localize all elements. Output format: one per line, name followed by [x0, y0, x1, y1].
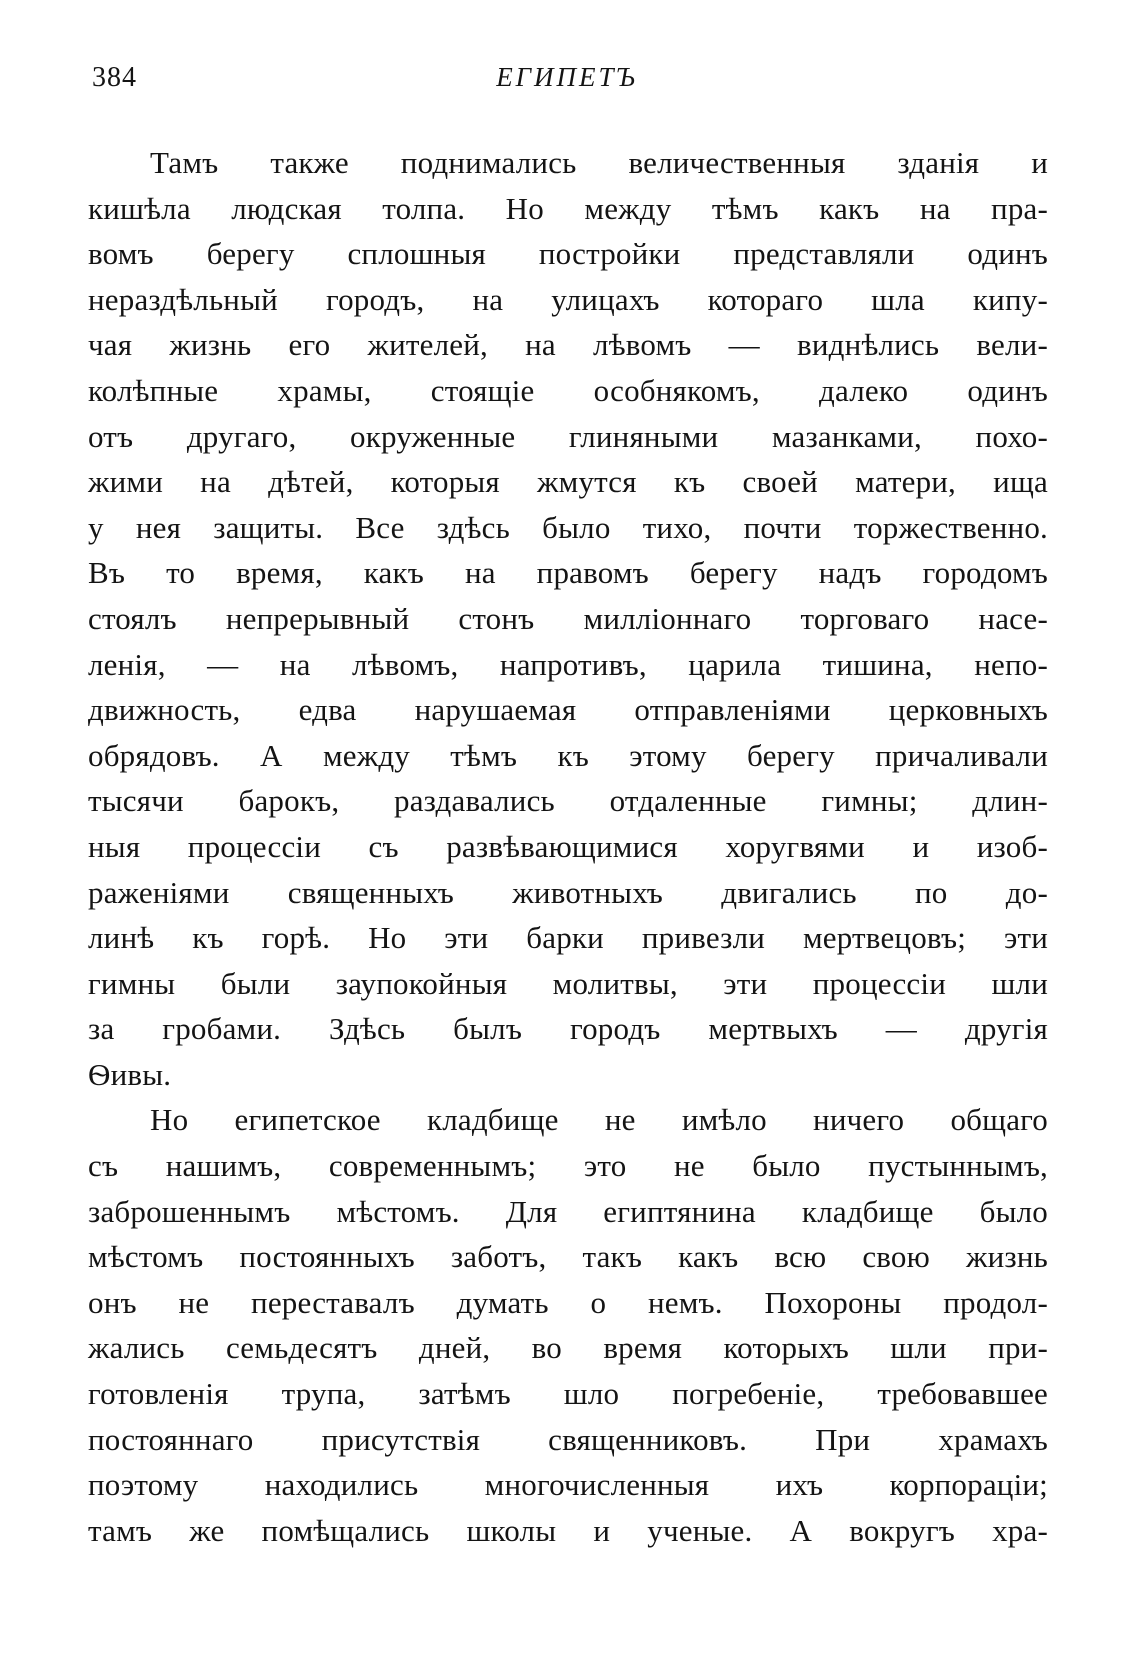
running-title: ЕГИПЕТЪ	[496, 62, 638, 92]
text-line: жались семьдесятъ дней, во время которыхъ шли при-	[88, 1330, 1048, 1366]
text-line: у нея защиты. Все здѣсь было тихо, почти торжественно.	[88, 509, 1048, 545]
text-line: обрядовъ. А между тѣмъ къ этому берегу причаливали	[88, 737, 1048, 773]
text-line: линѣ къ горѣ. Но эти барки привезли мертвецовъ; эти	[88, 920, 1048, 956]
text-line: колѣпные храмы, стоящіе особнякомъ, далеко одинъ	[88, 372, 1048, 408]
text-line: поэтому находились многочисленныя ихъ корпораціи;	[88, 1467, 1048, 1503]
body-text	[88, 140, 1048, 1553]
text-line: Въ то время, какъ на правомъ берегу надъ городомъ	[88, 555, 1048, 591]
text-line: онъ не переставалъ думать о немъ. Похороны продол-	[88, 1284, 1048, 1320]
text-line: тамъ же помѣщались школы и ученые. А вокругъ хра-	[88, 1512, 1048, 1548]
page-number: 384	[92, 62, 137, 93]
text-line: раженіями священныхъ животныхъ двигались по до-	[88, 874, 1048, 910]
text-line: стоялъ непрерывный стонъ милліоннаго торговаго насе-	[88, 600, 1048, 636]
text-line: вомъ берегу сплошныя постройки представляли одинъ	[88, 236, 1048, 272]
text-line: за гробами. Здѣсь былъ городъ мертвыхъ — другія	[88, 1011, 1048, 1047]
text-line: готовленія трупа, затѣмъ шло погребеніе, требовавшее	[88, 1376, 1048, 1412]
text-line: постояннаго присутствія священниковъ. При храмахъ	[88, 1421, 1048, 1457]
text-line: чая жизнь его жителей, на лѣвомъ — виднѣлись вели-	[88, 327, 1048, 363]
text-line: отъ другаго, окруженные глиняными мазанками, похо-	[88, 418, 1048, 454]
text-line: ныя процессіи съ развѣвающимися хоругвями и изоб-	[88, 828, 1048, 864]
text-line: Ѳивы.	[88, 1056, 172, 1092]
text-line: Тамъ также поднимались величественныя зданія и	[150, 145, 1048, 180]
paragraph-2	[88, 1097, 1048, 1553]
text-line: гимны были заупокойныя молитвы, эти процессіи шли	[88, 965, 1048, 1001]
text-line: нераздѣльный городъ, на улицахъ котораго шла кипу-	[88, 281, 1048, 317]
text-line: движность, едва нарушаемая отправленіями церковныхъ	[88, 692, 1048, 728]
text-line: съ нашимъ, современнымъ; это не было пустыннымъ,	[88, 1148, 1048, 1184]
text-line: тысячи барокъ, раздавались отдаленные гимны; длин-	[88, 783, 1048, 819]
paragraph-1	[88, 140, 1048, 1097]
text-line: заброшеннымъ мѣстомъ. Для египтянина кладбище было	[88, 1193, 1048, 1229]
text-line: кишѣла людская толпа. Но между тѣмъ какъ на пра-	[88, 190, 1048, 226]
text-line: ленія, — на лѣвомъ, напротивъ, царила тишина, непо-	[88, 646, 1048, 682]
text-line: Но египетское кладбище не имѣло ничего общаго	[150, 1102, 1048, 1138]
text-line: мѣстомъ постоянныхъ заботъ, такъ какъ всю свою жизнь	[88, 1239, 1048, 1275]
text-line: жими на дѣтей, которыя жмутся къ своей матери, ища	[88, 464, 1048, 500]
page-header	[92, 62, 1042, 102]
